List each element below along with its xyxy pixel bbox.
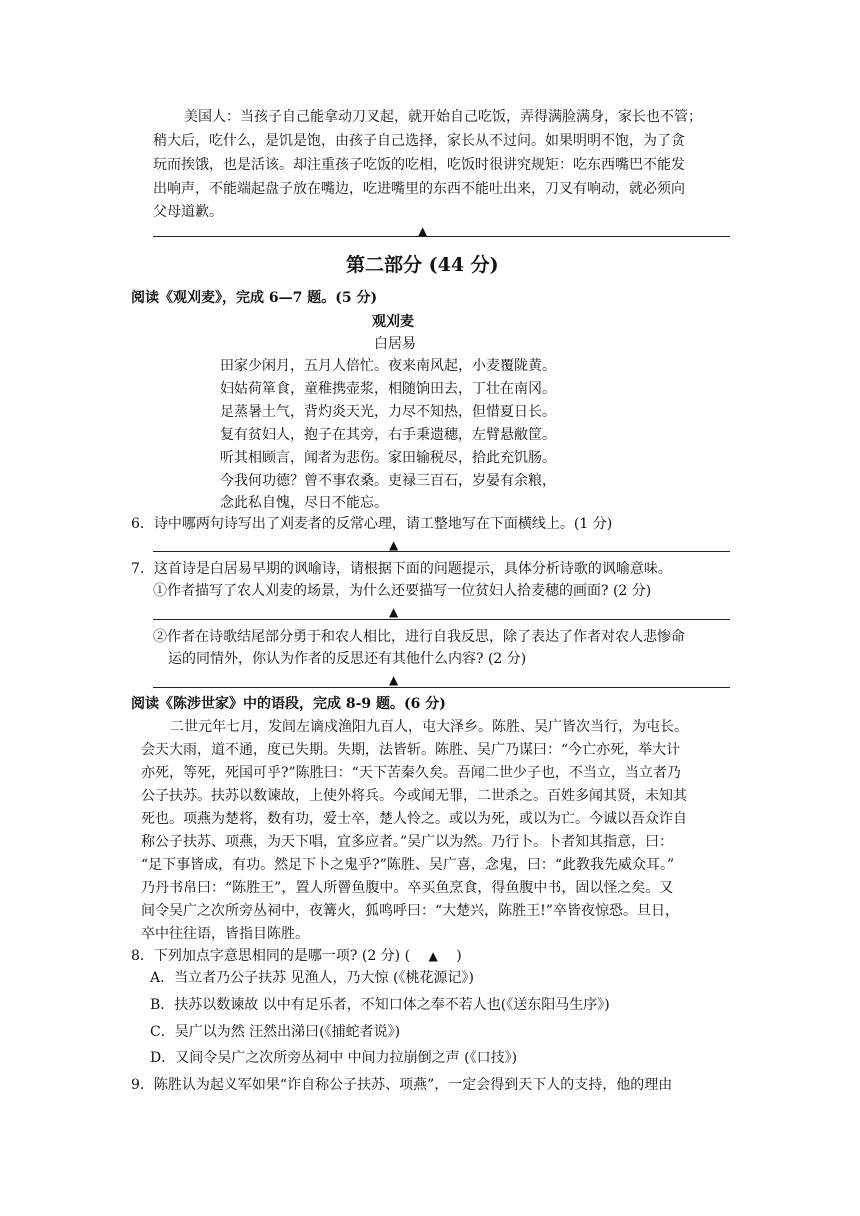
question-7-sub2-line2: 运的同情外，你认为作者的反思还有其他什么内容? (2 分) (168, 651, 527, 667)
intro-line-4: 出响声，不能端起盘子放在嘴边，吃进嘴里的东西不能吐出来，刀叉有响动，就必须向 (153, 181, 685, 197)
poem-line-3: 足蒸暑土气，背灼炎天光，力尽不知热，但惜夏日长。 (220, 404, 556, 420)
intro-line-2: 稍大后，吃什么，是饥是饱，由孩子自己选择，家长从不过问。如果明明不饱，为了贪 (153, 133, 685, 149)
chen-line-1: 二世元年七月，发闾左谪戍渔阳九百人，屯大泽乡。陈胜、吴广皆次当行，为屯长。 (170, 719, 688, 735)
answer-line[interactable] (153, 687, 730, 688)
chen-line-5: 死也。项燕为楚将，数有功，爱士卒，楚人怜之。或以为死，或以为亡。今诚以吾众诈自 (141, 811, 687, 827)
answer-mark: ▲ (389, 538, 399, 552)
poem-line-1: 田家少闲月，五月人倍忙。夜来南风起，小麦覆陇黄。 (220, 358, 556, 374)
question-8-stem: 8．下列加点字意思相同的是哪一项? (2 分) ( (131, 948, 411, 964)
answer-mark: ▲ (428, 949, 438, 963)
answer-mark: ▲ (389, 605, 399, 619)
poem-line-7: 念此私自愧，尽日不能忘。 (220, 495, 388, 511)
question-7: 7．这首诗是白居易早期的讽喻诗，请根据下面的问题提示，具体分析诗歌的讽喻意味。 (131, 561, 672, 577)
intro-line-5: 父母道歉。 (153, 204, 223, 220)
poem-instruction: 阅读《观刈麦》，完成 6—7 题。(5 分) (131, 290, 378, 306)
chen-line-4: 公子扶苏。扶苏以数谏故，上使外将兵。今或闻无罪，二世杀之。百姓多闻其贤，未知其 (141, 788, 687, 804)
chen-line-7: “足下事皆成，有功。然足下卜之鬼乎?”陈胜、吴广喜，念鬼，曰：“此教我先威众耳。” (141, 857, 675, 873)
answer-mark: ▲ (389, 673, 399, 687)
part2-title: 第二部分 (44 分) (346, 254, 499, 276)
question-8-option-c: C．吴广以为然 汪然出涕曰(《捕蛇者说》) (150, 1024, 401, 1040)
intro-line-1: 美国人：当孩子自己能拿动刀叉起，就开始自己吃饭，弄得满脸满身，家长也不管； (184, 109, 702, 125)
question-8-close: ) (456, 948, 462, 964)
answer-mark: ▲ (418, 224, 428, 238)
poem-line-2: 妇姑荷箪食，童稚携壶浆，相随饷田去，丁壮在南冈。 (220, 381, 556, 397)
chen-line-8: 乃丹书帛曰：“陈胜王”，置人所罾鱼腹中。卒买鱼烹食，得鱼腹中书，固以怪之矣。又 (141, 880, 674, 896)
poem-line-5: 听其相顾言，闻者为悲伤。家田输税尽，拾此充饥肠。 (220, 450, 556, 466)
question-8-option-b: B．扶苏以数谏故 以中有足乐者，不知口体之奉不若人也(《送东阳马生序》) (150, 997, 610, 1013)
poem-author: 白居易 (374, 336, 416, 352)
chen-line-9: 间令吴广之次所旁丛祠中，夜篝火，狐鸣呼曰：“大楚兴，陈胜王!”卒皆夜惊恐。旦日， (141, 903, 679, 919)
chen-line-6: 称公子扶苏、项燕，为天下唱，宜多应者。”吴广以为然。乃行卜。卜者知其指意，曰： (141, 834, 674, 850)
chen-line-3: 亦死，等死，死国可乎?”陈胜曰：“天下苦秦久矣。吾闻二世少子也，不当立，当立者乃 (141, 765, 681, 781)
chen-line-2: 会天大雨，道不通，度已失期。失期，法皆斩。陈胜、吴广乃谋曰：“今亡亦死，举大计 (141, 742, 681, 758)
answer-line[interactable] (153, 619, 730, 620)
question-8-option-a: A．当立者乃公子扶苏 见渔人，乃大惊 (《桃花源记》) (150, 970, 474, 986)
intro-line-3: 玩而挨饿，也是活该。却注重孩子吃饭的吃相，吃饭时很讲究规矩：吃东西嘴巴不能发 (153, 157, 685, 173)
question-7-sub2-line1: ②作者在诗歌结尾部分勇于和农人相比，进行自我反思，除了表达了作者对农人悲惨命 (153, 629, 685, 645)
question-8-option-d: D．又间令吴广之次所旁丛祠中 中间力拉崩倒之声 (《口技》) (150, 1050, 518, 1066)
poem-line-6: 今我何功德？曾不事农桑。吏禄三百石，岁晏有余粮， (220, 473, 556, 489)
poem-line-4: 复有贫妇人，抱子在其旁，右手秉遗穗，左臂悬敝筐。 (220, 427, 556, 443)
question-7-sub1: ①作者描写了农人刈麦的场景，为什么还要描写一位贫妇人拾麦穗的画面? (2 分) (153, 583, 652, 599)
question-9: 9．陈胜认为起义军如果“诈自称公子扶苏、项燕”，一定会得到天下人的支持，他的理由 (131, 1077, 673, 1093)
poem-title: 观刈麦 (372, 314, 414, 330)
question-8 (131, 945, 462, 967)
chen-instruction: 阅读《陈涉世家》中的语段，完成 8-9 题。(6 分) (131, 696, 446, 712)
answer-line[interactable] (153, 551, 730, 552)
answer-line[interactable] (153, 236, 730, 237)
chen-line-10: 卒中往往语，皆指目陈胜。 (141, 926, 309, 942)
question-6: 6．诗中哪两句诗写出了刈麦者的反常心理，请工整地写在下面横线上。(1 分) (131, 516, 613, 532)
